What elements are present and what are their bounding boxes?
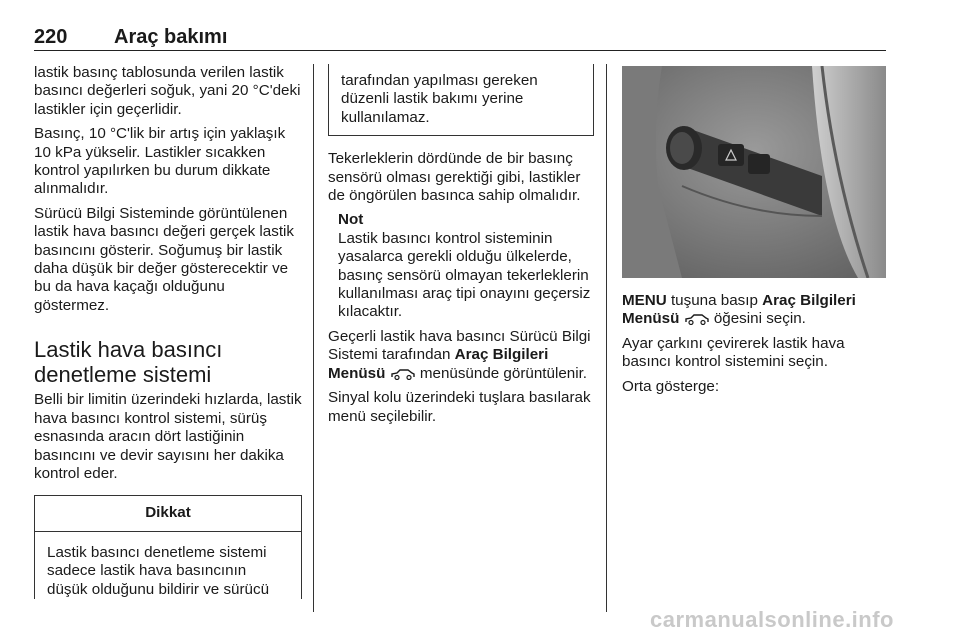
warning-title: Dikkat bbox=[35, 496, 301, 531]
column-middle bbox=[328, 64, 594, 432]
car-icon bbox=[390, 368, 416, 380]
paragraph: Sürücü Bilgi Sisteminde görüntülenen lastik hava basıncı değeri gerçek lastik basıncını gösterir. Soğumuş bir lastik daha düşük bir değer gösterecektir ve bu da hava kaçağı olduğunu göstermez. bbox=[34, 204, 295, 314]
paragraph: Belli bir limitin üzerindeki hızlarda, lastik hava basıncı kontrol sistemi, sürüş esnasında aracın dört lastiğinin basıncını ve devir sayısını her dakika kontrol eder. bbox=[34, 391, 302, 482]
chapter-title: Araç bakımı bbox=[114, 26, 228, 48]
button-name: MENU bbox=[622, 292, 667, 309]
note-title: Not bbox=[338, 211, 364, 229]
car-icon bbox=[684, 313, 710, 325]
paragraph bbox=[328, 328, 594, 383]
text-run: Geçerli lastik hava basıncı Sürücü Bilgi Sistemi tarafından bbox=[328, 327, 591, 364]
warning-box-continued: tarafından yapılması gereken düzenli lastik bakımı yerine kullanılamaz. bbox=[328, 64, 594, 136]
paragraph: Sinyal kolu üzerindeki tuşlara basılarak menü seçilebilir. bbox=[328, 389, 591, 425]
warning-box bbox=[34, 495, 302, 599]
paragraph bbox=[622, 292, 888, 329]
text-run: tuşuna basıp bbox=[666, 292, 763, 309]
column-right bbox=[622, 64, 888, 402]
page-header bbox=[34, 22, 886, 51]
column-left bbox=[34, 64, 302, 599]
column-divider bbox=[313, 64, 314, 612]
note-block bbox=[328, 211, 594, 321]
warning-text: Lastik basıncı denetleme sistemi sadece lastik hava basıncının düşük olduğunu bildirir ve sürücü bbox=[47, 543, 270, 598]
paragraph: lastik basınç tablosunda verilen lastik basıncı değerleri soğuk, yani 20 °C'deki lastikler için geçerlidir. bbox=[34, 64, 301, 118]
text-run: öğesini seçin. bbox=[709, 310, 806, 328]
menu-name: Araç Bilgileri Menüsü bbox=[622, 292, 856, 328]
note-text: Lastik basıncı kontrol sisteminin yasalarca gerekli olduğu ülkelerde, basınç sensörü olmayan tekerleklerin kullanılması araç tipi onayını geçersiz kılacaktır. bbox=[338, 229, 591, 321]
paragraph: Basınç, 10 °C'lik bir artış için yaklaşık 10 kPa yükselir. Lastikler sıcakken kontrol yapılırken bu durum dikkate alınmalıdır. bbox=[34, 125, 286, 198]
paragraph: Tekerleklerin dördünde de bir basınç sensörü olması gerektiği gibi, lastikler de öngörülen basınca sahip olmalıdır. bbox=[328, 150, 581, 205]
column-divider bbox=[606, 64, 607, 612]
watermark: carmanualsonline.info bbox=[650, 607, 894, 632]
text-run: menüsünde görüntülenir. bbox=[415, 364, 588, 382]
paragraph: Ayar çarkını çevirerek lastik hava basıncı kontrol sistemini seçin. bbox=[622, 334, 845, 371]
paragraph: Orta gösterge: bbox=[622, 377, 720, 395]
stalk-switch-photo bbox=[622, 66, 886, 278]
section-heading: Lastik hava basıncı denetleme sistemi bbox=[34, 337, 223, 388]
page-number: 220 bbox=[34, 26, 68, 48]
menu-name: Araç Bilgileri Menüsü bbox=[328, 346, 549, 382]
